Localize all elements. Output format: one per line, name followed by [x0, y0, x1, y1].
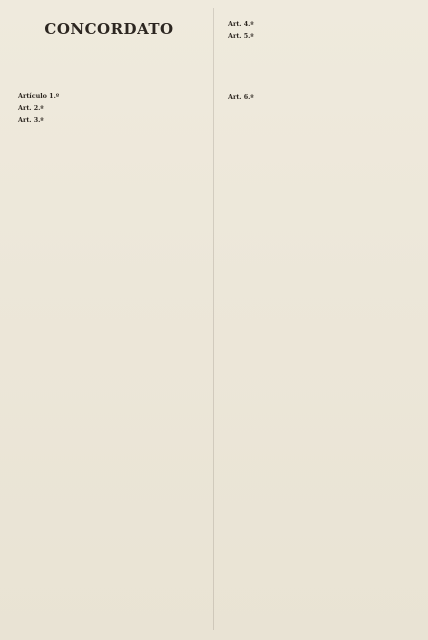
- paragraph: [10, 55, 208, 63]
- page-title: CONCORDATO: [44, 20, 174, 39]
- paragraph: [220, 81, 418, 89]
- paragraph: [10, 8, 208, 16]
- article-label: Art. 4.º: [228, 20, 254, 29]
- paragraph: [220, 45, 418, 53]
- paragraph: [10, 43, 208, 51]
- column-gutter: [213, 8, 214, 630]
- article-label: Artículo 1.º: [18, 92, 60, 101]
- paragraph: [220, 69, 418, 77]
- paragraph: [10, 68, 208, 76]
- paragraph: [220, 106, 418, 114]
- paragraph: [10, 116, 208, 124]
- article-label: Art. 3.º: [18, 116, 44, 125]
- paragraph: [10, 92, 208, 100]
- article-label: Art. 2.º: [18, 104, 44, 113]
- paragraph: [220, 8, 418, 16]
- left-column: [10, 8, 208, 630]
- paragraph: [220, 57, 418, 65]
- paragraph: [10, 80, 208, 88]
- paragraph: [220, 93, 418, 101]
- paragraph: [220, 32, 418, 40]
- right-column: [220, 8, 418, 630]
- article-label: Art. 5.º: [228, 32, 254, 41]
- article-label: Art. 6.º: [228, 93, 254, 102]
- paragraph: [10, 104, 208, 112]
- paragraph: [220, 20, 418, 28]
